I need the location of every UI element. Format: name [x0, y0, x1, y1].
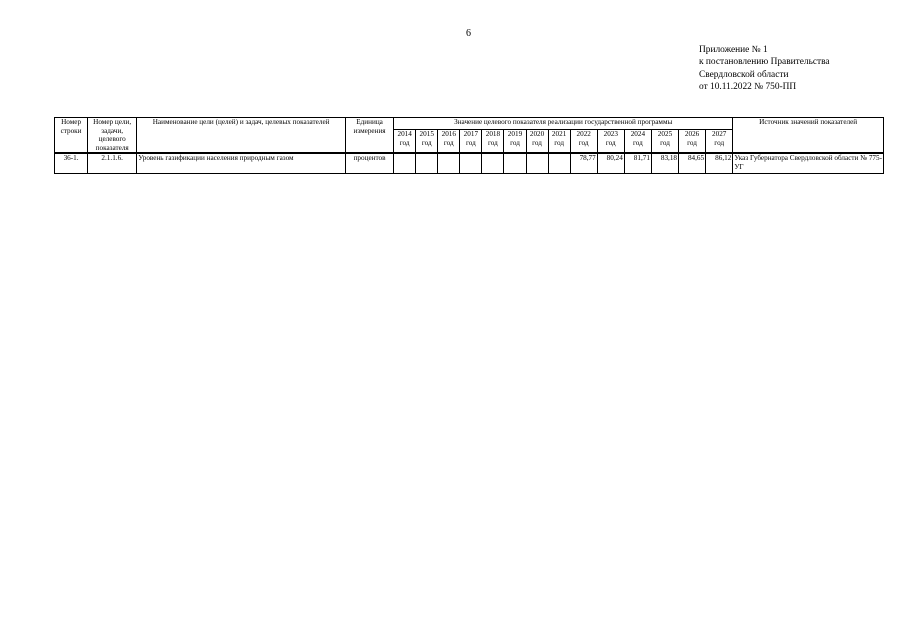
header-source: Источник значений показателей [733, 118, 884, 154]
appendix-line: к постановлению Правительства [699, 57, 830, 68]
year-label: 2021 [551, 130, 567, 139]
cell-value-2020 [526, 153, 548, 174]
cell-unit: процентов [345, 153, 393, 174]
year-suffix: год [488, 138, 498, 147]
cell-value-2019 [504, 153, 526, 174]
year-suffix: год [465, 138, 476, 147]
header-goal-number: Номер цели, задачи, целевого показателя [88, 118, 137, 154]
header-year-2017 [460, 130, 482, 154]
year-label: 2022 [576, 130, 591, 139]
year-suffix: год [532, 138, 542, 147]
header-year-2015 [416, 130, 438, 154]
cell-value-2016 [438, 153, 460, 174]
year-label: 2016 [441, 130, 456, 139]
header-year-2020 [526, 130, 548, 154]
year-label: 2024 [630, 130, 646, 139]
cell-value-2025: 83,18 [651, 153, 678, 174]
cell-value-2023: 80,24 [597, 153, 624, 174]
cell-value-2014 [394, 153, 416, 174]
year-label: 2026 [684, 130, 700, 139]
cell-row-number: 36-1. [55, 153, 88, 174]
year-suffix: год [578, 138, 589, 147]
appendix-line: Свердловской области [699, 69, 789, 80]
header-year-2018 [482, 130, 504, 154]
cell-goal-number: 2.1.1.6. [88, 153, 137, 174]
table-header-row [55, 118, 884, 130]
year-suffix: год [687, 138, 697, 147]
appendix-line: Приложение № 1 [699, 45, 768, 55]
cell-value-2018 [482, 153, 504, 174]
year-suffix: год [714, 138, 725, 147]
header-year-2021 [548, 130, 570, 154]
year-label: 2023 [603, 130, 618, 139]
header-year-2019 [504, 130, 526, 154]
indicators-table [54, 117, 884, 174]
cell-value-2015 [416, 153, 438, 174]
cell-value-2024: 81,71 [624, 153, 651, 174]
header-year-2016 [438, 130, 460, 154]
header-year-2024 [624, 130, 651, 154]
year-label: 2027 [712, 130, 727, 139]
header-year-2027 [706, 130, 733, 154]
header-year-2023 [597, 130, 624, 154]
year-label: 2019 [507, 130, 523, 139]
cell-source: Указ Губернатора Свердловской области № 775-УГ [733, 153, 884, 174]
year-label: 2018 [485, 130, 501, 139]
header-year-2025 [651, 130, 678, 154]
year-suffix: год [660, 138, 670, 147]
header-unit: Единица измерения [345, 118, 393, 154]
year-label: 2025 [657, 130, 673, 139]
page-number: 6 [466, 28, 471, 39]
year-suffix: год [632, 138, 643, 147]
year-suffix: год [399, 138, 410, 147]
cell-value-2017 [460, 153, 482, 174]
cell-name: Уровень газификации населения природным газом [137, 153, 346, 174]
appendix-line: от 10.11.2022 № 750-ПП [699, 81, 797, 92]
year-suffix: год [421, 138, 432, 147]
year-label: 2020 [529, 130, 545, 139]
header-year-2022 [570, 130, 597, 154]
year-suffix: год [443, 138, 454, 147]
year-suffix: год [554, 138, 565, 147]
header-values-group: Значение целевого показателя реализации государственной программы [394, 118, 733, 130]
header-year-2026 [679, 130, 706, 154]
header-year-2014 [394, 130, 416, 154]
cell-value-2021 [548, 153, 570, 174]
year-label: 2015 [419, 130, 434, 139]
year-suffix: год [510, 138, 520, 147]
cell-value-2026: 84,65 [679, 153, 706, 174]
header-row-number: Номер строки [55, 118, 88, 154]
year-label: 2017 [463, 130, 479, 139]
year-label: 2014 [397, 130, 412, 139]
header-name: Наименование цели (целей) и задач, целевых показателей [137, 118, 346, 154]
cell-value-2022: 78,77 [570, 153, 597, 174]
appendix-header [699, 44, 830, 93]
year-suffix: год [605, 138, 616, 147]
table-row [55, 153, 884, 174]
cell-value-2027: 86,12 [706, 153, 733, 174]
